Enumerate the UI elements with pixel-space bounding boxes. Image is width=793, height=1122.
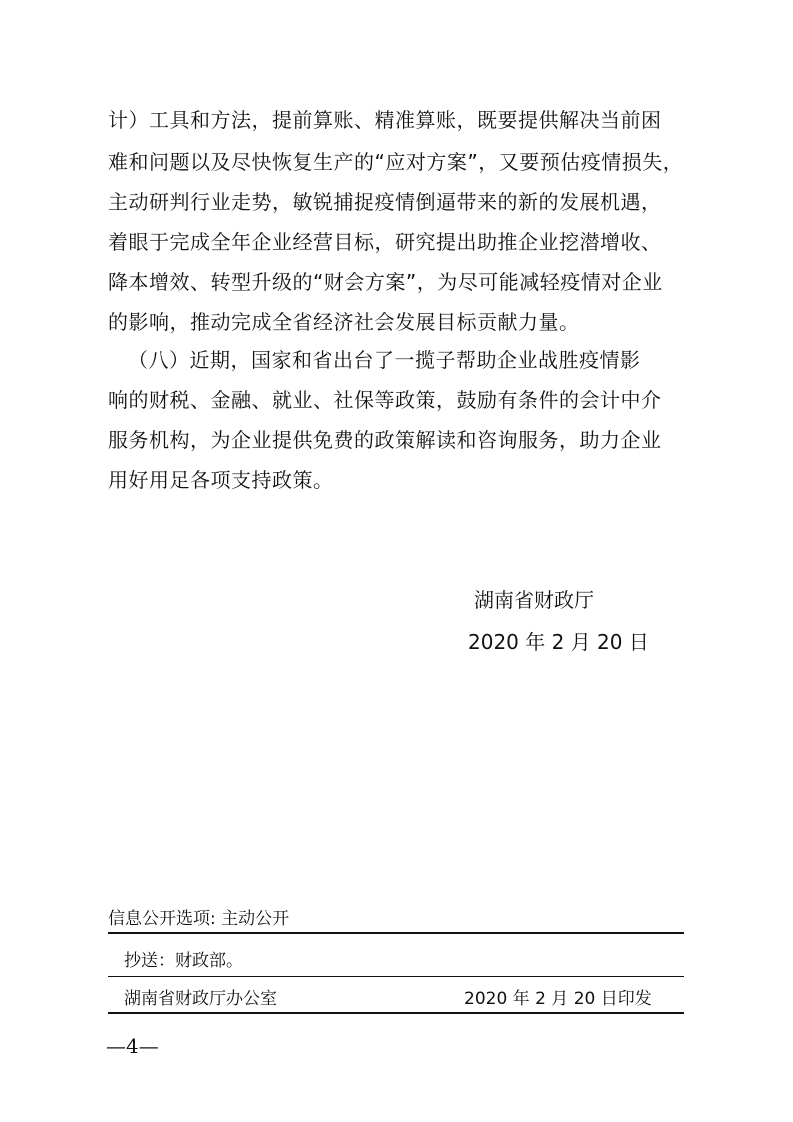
body-line: 主动研判行业走势，敏锐捕捉疫情倒逼带来的新的发展机遇， [108, 190, 662, 214]
cc-line: 抄送：财政部。 [124, 951, 243, 971]
body-line: 服务机构，为企业提供免费的政策解读和咨询服务，助力企业 [108, 428, 662, 452]
body-line: 难和问题以及尽快恢复生产的“应对方案”，又要预估疫情损失， [108, 150, 684, 174]
body-line: （八）近期，国家和省出台了一揽子帮助企业战胜疫情影 [128, 348, 641, 372]
disclosure-option: 信息公开选项: 主动公开 [108, 909, 290, 929]
body-line: 着眼于完成全年企业经营目标，研究提出助推企业挖潜增收、 [108, 230, 662, 254]
body-line: 的影响，推动完成全省经济社会发展目标贡献力量。 [108, 310, 580, 334]
divider [108, 976, 684, 977]
print-date: 2020 年 2 月 20 日印发 [464, 989, 652, 1009]
page-number-value: 4 [126, 1034, 139, 1058]
body-line: 用好用足各项支持政策。 [108, 468, 334, 492]
body-line: 响的财税、金融、就业、社保等政策，鼓励有条件的会计中介 [108, 388, 662, 412]
page-number: —4— [106, 1034, 159, 1058]
divider [108, 932, 684, 934]
issuer-signature: 湖南省财政厅 [474, 588, 594, 612]
body-line: 降本增效、转型升级的“财会方案”，为尽可能减轻疫情对企业 [108, 270, 663, 294]
issue-date: 2020 年 2 月 20 日 [468, 630, 649, 654]
issuing-office: 湖南省财政厅办公室 [124, 989, 277, 1009]
divider [108, 1012, 684, 1014]
body-line: 计）工具和方法，提前算账、精准算账，既要提供解决当前困 [108, 108, 662, 132]
